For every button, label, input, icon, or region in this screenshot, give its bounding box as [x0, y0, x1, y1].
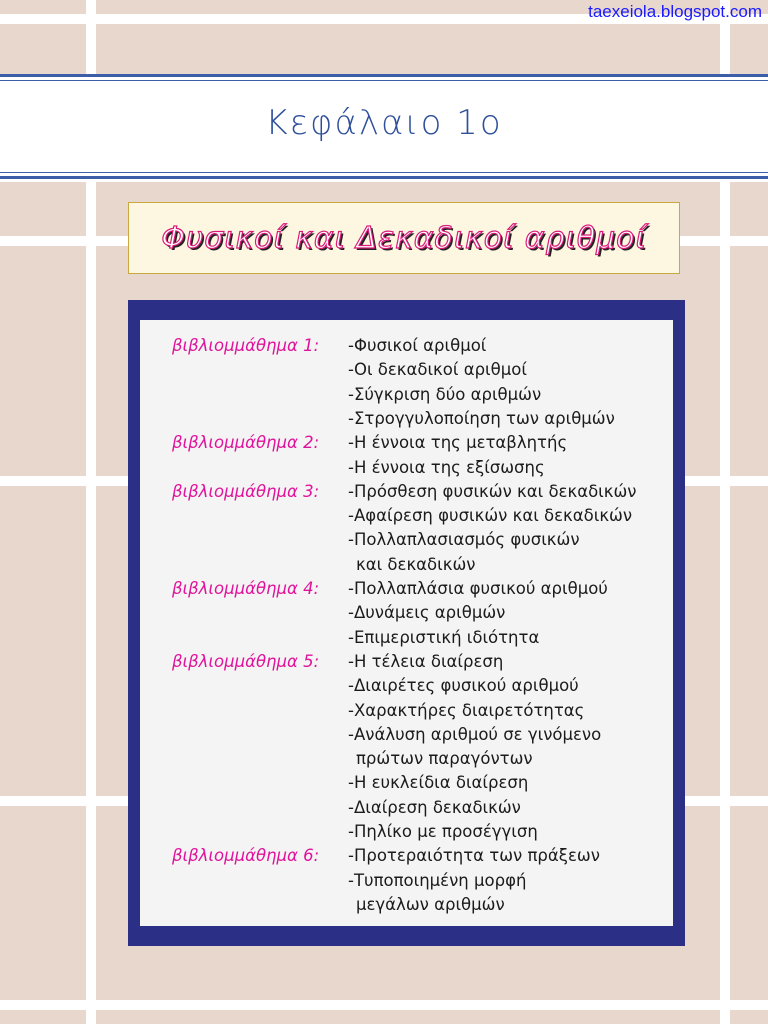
- lesson-row: [140, 674, 673, 698]
- header-rule-bottom-thin: [0, 172, 768, 173]
- lesson-topic: -Σύγκριση δύο αριθμών: [348, 384, 542, 404]
- lesson-row: [140, 699, 673, 723]
- lesson-row: [140, 747, 673, 771]
- lesson-row: [140, 820, 673, 844]
- lesson-topic: -Πρόσθεση φυσικών και δεκαδικών: [348, 481, 637, 501]
- lesson-row: [140, 407, 673, 431]
- lesson-row: [140, 577, 673, 601]
- lesson-topic: -Η έννοια της μεταβλητής: [348, 433, 568, 453]
- lesson-topic: -Η ευκλείδια διαίρεση: [348, 773, 529, 793]
- subtitle: Φυσικοί και Δεκαδικοί αριθμοί: [161, 220, 647, 256]
- lesson-row: [140, 431, 673, 455]
- lesson-row: [140, 383, 673, 407]
- lesson-topic: -Πολλαπλάσια φυσικού αριθμού: [348, 579, 608, 598]
- lesson-topic: -Προτεραιότητα των πράξεων: [348, 846, 600, 866]
- lesson-row: [140, 601, 673, 625]
- lesson-row: [140, 796, 673, 820]
- lesson-row: [140, 893, 673, 917]
- chapter-title: Κεφάλαιο 1ο: [265, 103, 503, 143]
- lessons-panel: [140, 320, 673, 926]
- lesson-row: [140, 553, 673, 577]
- lesson-topic: -Αφαίρεση φυσικών και δεκαδικών: [348, 506, 633, 526]
- lesson-row: [140, 456, 673, 480]
- lesson-topic: -Χαρακτήρες διαιρετότητας: [348, 700, 585, 720]
- lessons-frame: [128, 300, 685, 946]
- lesson-row: [140, 869, 673, 893]
- lesson-topic: -Η έννοια της εξίσωσης: [348, 457, 545, 477]
- lesson-topic: -Διαίρεση δεκαδικών: [348, 797, 521, 817]
- lesson-label: βιβλιομμάθημα 5:: [172, 651, 320, 671]
- lesson-label: βιβλιομμάθημα 6:: [172, 846, 320, 866]
- lesson-topic: μεγάλων αριθμών: [356, 894, 505, 914]
- lesson-row: [140, 626, 673, 650]
- lesson-topic: -Οι δεκαδικοί αριθμοί: [348, 360, 527, 380]
- lesson-row: [140, 504, 673, 528]
- grid-line: [0, 1000, 768, 1010]
- lesson-topic: -Πολλαπλασιασμός φυσικών: [348, 530, 580, 550]
- lesson-topic: και δεκαδικών: [356, 554, 476, 574]
- header-rule-top: [0, 74, 768, 77]
- lesson-label: βιβλιομμάθημα 1:: [172, 336, 320, 355]
- lesson-topic: -Φυσικοί αριθμοί: [348, 336, 487, 355]
- lesson-topic: -Πηλίκο με προσέγγιση: [348, 822, 538, 841]
- lesson-topic: -Δυνάμεις αριθμών: [348, 603, 506, 623]
- lesson-row: [140, 528, 673, 552]
- lesson-row: [140, 334, 673, 358]
- lesson-row: [140, 650, 673, 674]
- header-rule-top-thin: [0, 80, 768, 81]
- site-url-link[interactable]: taexeiola.blogspot.com: [588, 2, 762, 21]
- subtitle-box: [128, 202, 680, 274]
- lesson-topic: -Ανάλυση αριθμού σε γινόμενο: [348, 724, 602, 744]
- header-rule-bottom: [0, 176, 768, 179]
- lesson-label: βιβλιομμάθημα 3:: [172, 481, 320, 501]
- lesson-topic: πρώτων παραγόντων: [356, 749, 533, 769]
- lesson-topic: -Τυποποιημένη μορφή: [348, 870, 527, 890]
- lesson-row: [140, 771, 673, 795]
- lesson-row: [140, 480, 673, 504]
- lesson-row: [140, 844, 673, 868]
- lesson-label: βιβλιομμάθημα 4:: [172, 579, 320, 598]
- lesson-topic: -Επιμεριστική ιδιότητα: [348, 627, 540, 647]
- lesson-topic: -Διαιρέτες φυσικού αριθμού: [348, 676, 579, 696]
- lesson-row: [140, 358, 673, 382]
- lesson-topic: -Στρογγυλοποίηση των αριθμών: [348, 408, 615, 428]
- lesson-label: βιβλιομμάθημα 2:: [172, 433, 320, 453]
- lesson-topic: -Η τέλεια διαίρεση: [348, 651, 504, 671]
- lesson-row: [140, 723, 673, 747]
